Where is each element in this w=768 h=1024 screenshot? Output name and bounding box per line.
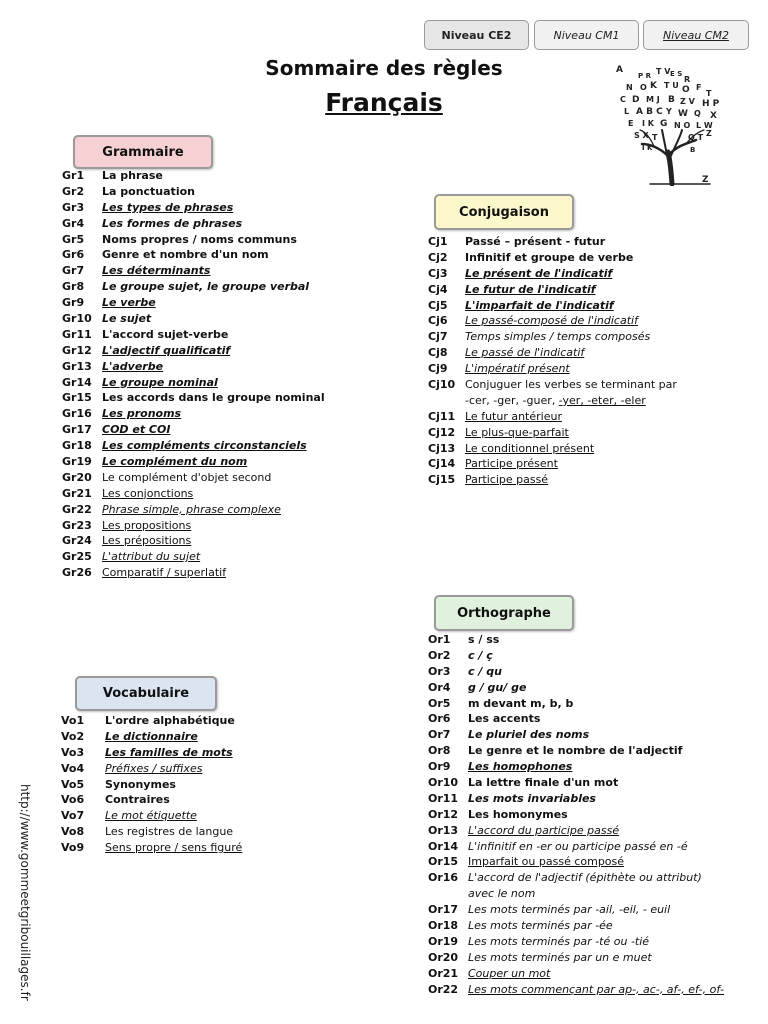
rule-code: Or2 [428, 648, 451, 662]
rule-gr25 [62, 549, 325, 565]
rule-code: Gr6 [62, 248, 85, 262]
rule-code: Gr23 [62, 518, 92, 532]
rule-title-continued: avec le nom [468, 887, 536, 901]
grammaire-section-heading [73, 135, 213, 169]
rule-code: Or16 [428, 871, 459, 885]
section-heading-label: Vocabulaire [102, 686, 190, 701]
rule-code: Gr7 [62, 264, 85, 278]
rule-code: Gr21 [62, 486, 92, 500]
rule-code: Or20 [428, 950, 459, 964]
rule-code: Or5 [428, 696, 451, 710]
rule-or11 [428, 791, 724, 807]
rule-cj1 [428, 234, 677, 250]
rule-title: Noms propres / noms communs [102, 232, 297, 246]
rule-code: Gr22 [62, 502, 92, 516]
tab-niveau-ce2[interactable] [424, 20, 529, 50]
rule-title: L'infinitif en -er ou participe passé en -é [468, 839, 688, 853]
rule-or4 [428, 680, 724, 696]
rule-code: Cj6 [428, 314, 448, 328]
rule-link[interactable]: Le plus-que-parfait [465, 425, 569, 439]
rule-code: Gr1 [62, 169, 85, 182]
rule-code: Cj15 [428, 473, 456, 487]
rule-link[interactable]: Participe présent [465, 457, 558, 471]
rule-cj2 [428, 250, 677, 266]
rule-link[interactable]: Sens propre / sens figuré [105, 841, 243, 855]
rule-code: Or1 [428, 633, 451, 646]
rule-or14 [428, 839, 724, 855]
rule-or17 [428, 902, 724, 918]
rule-code: Vo5 [61, 777, 85, 791]
grammaire-rule-list [62, 168, 325, 581]
rule-link[interactable]: Les pronoms [102, 407, 182, 421]
rule-link[interactable]: L'accord du participe passé [468, 823, 620, 837]
svg-text:T: T [706, 89, 712, 98]
rule-code: Gr11 [62, 327, 92, 341]
rule-or21 [428, 966, 724, 982]
rule-link[interactable]: Les familles de mots [105, 745, 233, 759]
rule-code: Or9 [428, 760, 451, 774]
rule-title: Les homonymes [468, 807, 568, 821]
rule-title: Les accents [468, 712, 541, 726]
rule-code: Cj13 [428, 441, 456, 455]
rule-title: L'accord de l'adjectif (épithète ou attribut) [468, 871, 702, 885]
rule-link[interactable]: Les mots commençant par ap-, ac-, af-, ef-, of- [468, 982, 724, 996]
svg-text:O: O [682, 85, 690, 95]
rule-link[interactable]: L'imparfait de l'indicatif [465, 298, 614, 312]
rule-code: Gr2 [62, 184, 85, 198]
svg-text:R: R [684, 75, 691, 84]
svg-text:Q T: Q T [688, 133, 704, 142]
rule-gr1 [62, 168, 325, 184]
rule-link[interactable]: Phrase simple, phrase complexe [102, 502, 281, 516]
rule-title: La ponctuation [102, 184, 195, 198]
vocabulaire-section-heading [75, 676, 217, 711]
svg-text:F: F [696, 83, 702, 92]
rule-link[interactable]: Participe passé [465, 473, 549, 487]
rule-code: Vo7 [61, 809, 85, 823]
rule-gr18 [62, 438, 325, 454]
rule-link[interactable]: Les types de phrases [102, 200, 234, 214]
svg-text:L: L [624, 107, 630, 116]
section-heading-label: Grammaire [102, 144, 184, 160]
rule-link[interactable]: Comparatif / superlatif [102, 566, 227, 580]
rule-title: Le pluriel des noms [468, 728, 590, 742]
svg-text:T: T [652, 133, 658, 142]
rule-title: L'accord sujet-verbe [102, 327, 229, 341]
rule-link[interactable]: Le futur de l'indicatif [465, 282, 596, 296]
rule-cj14 [428, 456, 677, 472]
rule-gr2 [62, 184, 325, 200]
rule-code: Cj12 [428, 425, 456, 439]
rule-code: Or19 [428, 934, 459, 948]
rule-code: Vo4 [61, 761, 85, 775]
page-title: Sommaire des règles [265, 56, 503, 80]
rule-cj9 [428, 361, 677, 377]
rule-title: g / gu/ ge [468, 680, 527, 694]
rule-cj11 [428, 409, 677, 425]
rule-vo2 [61, 729, 242, 745]
rule-link[interactable]: Les prépositions [102, 534, 192, 548]
rule-code: Or21 [428, 966, 459, 980]
rule-vo4 [61, 761, 242, 777]
svg-text:Z V: Z V [680, 97, 695, 106]
rule-cj12 [428, 425, 677, 441]
rule-title: Temps simples / temps composés [465, 330, 651, 344]
rule-or20 [428, 950, 724, 966]
svg-text:I K: I K [642, 119, 654, 128]
rule-code: Vo6 [61, 793, 85, 807]
conjugaison-section-heading [434, 194, 574, 230]
rule-code: Gr10 [62, 312, 92, 326]
svg-text:M J: M J [646, 95, 660, 104]
subject-title: Français [325, 88, 443, 117]
rule-link[interactable]: Les propositions [102, 518, 192, 532]
rule-code: Vo2 [61, 729, 85, 743]
rule-or22 [428, 982, 724, 998]
svg-text:N: N [626, 83, 633, 92]
tree-letter-a: A [616, 65, 623, 75]
rule-title: Les registres de langue [105, 825, 234, 839]
rule-gr6 [62, 247, 325, 263]
rule-code: Cj8 [428, 346, 448, 360]
rule-code: Or4 [428, 680, 451, 694]
rule-code: Gr9 [62, 296, 85, 310]
rule-title: s / ss [468, 633, 500, 646]
rule-gr8 [62, 279, 325, 295]
rule-cj13 [428, 441, 677, 457]
rule-title: Les mots invariables [468, 791, 596, 805]
rule-gr24 [62, 533, 325, 549]
rule-vo9 [61, 840, 242, 856]
rule-or6 [428, 711, 724, 727]
svg-text:B: B [690, 146, 696, 154]
rule-or19 [428, 934, 724, 950]
rule-code: Gr16 [62, 407, 92, 421]
rule-title: c / ç [468, 648, 493, 662]
svg-text:Y: Y [666, 107, 672, 116]
svg-text:W: W [678, 109, 688, 119]
rule-link[interactable]: Le conditionnel présent [465, 441, 595, 455]
rule-title: Contraires [105, 793, 170, 807]
rule-title: Passé – présent - futur [465, 235, 606, 248]
rule-code: Or22 [428, 982, 459, 996]
rule-code: Gr19 [62, 455, 92, 469]
rule-link[interactable]: Les homophones [468, 760, 573, 774]
rule-link[interactable]: Le mot étiquette [105, 809, 197, 823]
rule-gr20 [62, 470, 325, 486]
rule-link[interactable]: Imparfait ou passé composé [468, 855, 625, 869]
website-url-text: http://www.gommeetgribouillages.fr [18, 784, 32, 1001]
rule-code: Vo8 [61, 825, 85, 839]
rule-code: Vo3 [61, 745, 85, 759]
rule-code: Cj9 [428, 362, 448, 376]
rule-gr13 [62, 359, 325, 375]
rule-vo7 [61, 808, 242, 824]
rule-gr17 [62, 422, 325, 438]
rule-code: Cj4 [428, 282, 448, 296]
rule-or8 [428, 743, 724, 759]
svg-text:G: G [660, 119, 668, 129]
rule-code: Or17 [428, 903, 459, 917]
rule-link[interactable]: Les compléments circonstanciels [102, 439, 307, 453]
rule-title: Les mots terminés par un e muet [468, 950, 652, 964]
rule-or18 [428, 918, 724, 934]
rule-vo3 [61, 745, 242, 761]
rule-link[interactable]: Le futur antérieur [465, 409, 562, 423]
svg-text:H P: H P [702, 99, 720, 109]
rule-gr5 [62, 232, 325, 248]
rule-code: Cj7 [428, 330, 448, 344]
svg-text:B: B [668, 95, 675, 105]
rule-gr21 [62, 486, 325, 502]
rule-link[interactable]: Les conjonctions [102, 486, 194, 500]
website-url[interactable] [20, 784, 44, 1004]
rule-code: Vo9 [61, 841, 85, 855]
rule-code: Or15 [428, 855, 459, 869]
rule-title: La lettre finale d'un mot [468, 776, 619, 790]
rule-title: Les mots terminés par -ée [468, 919, 613, 933]
svg-text:X: X [710, 111, 717, 121]
svg-text:E S: E S [670, 70, 683, 78]
svg-text:L W: L W [696, 121, 713, 130]
svg-text:T U: T U [664, 81, 679, 90]
conjugaison-rule-list [428, 234, 677, 488]
tab-label: Niveau CM2 [663, 28, 729, 42]
vocabulaire-rule-list [61, 713, 242, 856]
rule-cj3 [428, 266, 677, 282]
rule-code: Gr4 [62, 216, 85, 230]
rule-title: Genre et nombre d'un nom [102, 248, 269, 262]
rule-title-continued: -cer, -ger, -guer, [465, 393, 559, 407]
rule-gr23 [62, 518, 325, 534]
rule-link[interactable]: COD et COI [102, 423, 171, 437]
rule-gr22 [62, 502, 325, 518]
rule-vo1 [61, 713, 242, 729]
tab-label: Niveau CM1 [553, 28, 620, 42]
rule-or2 [428, 648, 724, 664]
rule-vo8 [61, 824, 242, 840]
svg-text:O: O [640, 83, 647, 92]
rule-code: Gr13 [62, 359, 92, 373]
rule-code: Or13 [428, 823, 459, 837]
svg-text:I K: I K [642, 144, 653, 152]
rule-code: Gr14 [62, 375, 92, 389]
rule-gr26 [62, 565, 325, 581]
rule-code: Gr12 [62, 343, 92, 357]
rule-or3 [428, 664, 724, 680]
rule-link[interactable]: Le complément du nom [102, 455, 248, 469]
rule-code: Or10 [428, 776, 459, 790]
rule-title: L'ordre alphabétique [105, 714, 235, 727]
rule-gr9 [62, 295, 325, 311]
svg-text:T V: T V [656, 67, 671, 76]
rule-code: Cj11 [428, 409, 456, 423]
svg-text:A B C: A B C [636, 107, 663, 117]
rule-link[interactable]: L'impératif présent [465, 362, 570, 376]
rule-code: Or7 [428, 728, 451, 742]
rule-or9 [428, 759, 724, 775]
rule-title: Infinitif et groupe de verbe [465, 250, 634, 264]
rule-cj4 [428, 282, 677, 298]
svg-text:S X: S X [634, 131, 649, 140]
rule-code: Or11 [428, 791, 459, 805]
rule-code: Cj2 [428, 250, 448, 264]
rule-or1 [428, 632, 724, 648]
rule-link[interactable]: Les déterminants [102, 264, 211, 278]
rule-or10 [428, 775, 724, 791]
rule-code: Gr25 [62, 550, 92, 564]
svg-text:Q: Q [694, 109, 701, 118]
rule-link[interactable]: Le passé-composé de l'indicatif [465, 314, 638, 328]
rule-code: Cj14 [428, 457, 456, 471]
rule-code: Gr8 [62, 280, 85, 294]
rule-title: Les formes de phrases [102, 216, 243, 230]
tab-niveau-cm2[interactable] [643, 20, 749, 50]
svg-text:D: D [632, 95, 640, 105]
rule-code: Gr20 [62, 470, 92, 484]
rule-title: c / qu [468, 664, 502, 678]
rule-title: Le complément d'objet second [102, 470, 272, 484]
rule-vo6 [61, 792, 242, 808]
rule-link[interactable]: -yer, -eter, -eler [558, 393, 646, 407]
rule-vo5 [61, 777, 242, 793]
rule-code: Gr26 [62, 566, 92, 580]
rule-gr14 [62, 375, 325, 391]
rule-link[interactable]: L'adverbe [102, 359, 164, 373]
rule-code: Cj10 [428, 378, 456, 392]
rule-code: Gr15 [62, 391, 92, 405]
rule-code: Cj3 [428, 266, 448, 280]
rule-title: Le genre et le nombre de l'adjectif [468, 744, 683, 758]
rule-or7 [428, 727, 724, 743]
rule-code: Gr24 [62, 534, 92, 548]
svg-text:N O: N O [674, 121, 691, 130]
rule-link[interactable]: Le présent de l'indicatif [465, 266, 613, 280]
rule-gr4 [62, 216, 325, 232]
rule-title: Synonymes [105, 777, 176, 791]
rule-gr10 [62, 311, 325, 327]
rule-or5 [428, 696, 724, 712]
rule-or13 [428, 823, 724, 839]
rule-title: Les mots terminés par -ail, -eil, - euil [468, 903, 671, 917]
rule-code: Or3 [428, 664, 451, 678]
rule-code: Gr3 [62, 200, 85, 214]
rule-title: Les mots terminés par -té ou -tié [468, 934, 650, 948]
rule-gr19 [62, 454, 325, 470]
rule-gr3 [62, 200, 325, 216]
rule-link[interactable]: L'attribut du sujet [102, 550, 201, 564]
rule-gr15 [62, 390, 325, 406]
rule-cj6 [428, 313, 677, 329]
rule-cj5 [428, 298, 677, 314]
rule-code: Cj1 [428, 235, 448, 248]
rule-title: Conjuguer les verbes se terminant par [465, 378, 677, 392]
rule-cj10 [428, 377, 677, 409]
rule-code: Or12 [428, 807, 459, 821]
rule-code: Or18 [428, 919, 459, 933]
rule-link[interactable]: L'adjectif qualificatif [102, 343, 231, 357]
rule-link[interactable]: Le verbe [102, 296, 156, 310]
rule-gr16 [62, 406, 325, 422]
tree-letter-z: Z [702, 175, 709, 185]
rule-code: Gr18 [62, 439, 92, 453]
svg-text:C: C [620, 95, 626, 104]
rule-title: m devant m, b, b [468, 696, 574, 710]
rule-or12 [428, 807, 724, 823]
rule-title: Les accords dans le groupe nominal [102, 391, 325, 405]
rule-link[interactable]: Le dictionnaire [105, 729, 198, 743]
svg-text:P R: P R [638, 72, 651, 80]
tab-niveau-cm1[interactable] [534, 20, 639, 50]
rule-code: Cj5 [428, 298, 448, 312]
rule-code: Gr17 [62, 423, 92, 437]
orthographe-section-heading [434, 595, 574, 631]
rule-gr11 [62, 327, 325, 343]
rule-title: Le groupe sujet, le groupe verbal [102, 280, 310, 294]
section-heading-label: Orthographe [457, 605, 551, 621]
rule-gr7 [62, 263, 325, 279]
rule-title: La phrase [102, 169, 163, 182]
orthographe-rule-list [428, 632, 724, 998]
rule-cj7 [428, 329, 677, 345]
rule-code: Gr5 [62, 232, 85, 246]
rule-cj8 [428, 345, 677, 361]
tab-label: Niveau CE2 [441, 28, 512, 42]
rule-link[interactable]: Le groupe nominal [102, 375, 218, 389]
rule-code: Vo1 [61, 714, 85, 727]
letter-tree-illustration [610, 60, 730, 186]
svg-text:K: K [650, 81, 657, 91]
rule-code: Or8 [428, 744, 451, 758]
rule-gr12 [62, 343, 325, 359]
svg-text:Z: Z [706, 129, 712, 138]
rule-link[interactable]: Couper un mot [468, 966, 551, 980]
section-heading-label: Conjugaison [459, 204, 549, 220]
rule-link[interactable]: Le passé de l'indicatif [465, 346, 585, 360]
rule-title: Le sujet [102, 312, 152, 326]
rule-cj15 [428, 472, 677, 488]
rule-code: Or6 [428, 712, 451, 726]
rule-link[interactable]: Préfixes / suffixes [105, 761, 203, 775]
svg-text:E: E [628, 119, 634, 128]
rule-or16 [428, 870, 724, 902]
rule-or15 [428, 854, 724, 870]
rule-code: Or14 [428, 839, 459, 853]
